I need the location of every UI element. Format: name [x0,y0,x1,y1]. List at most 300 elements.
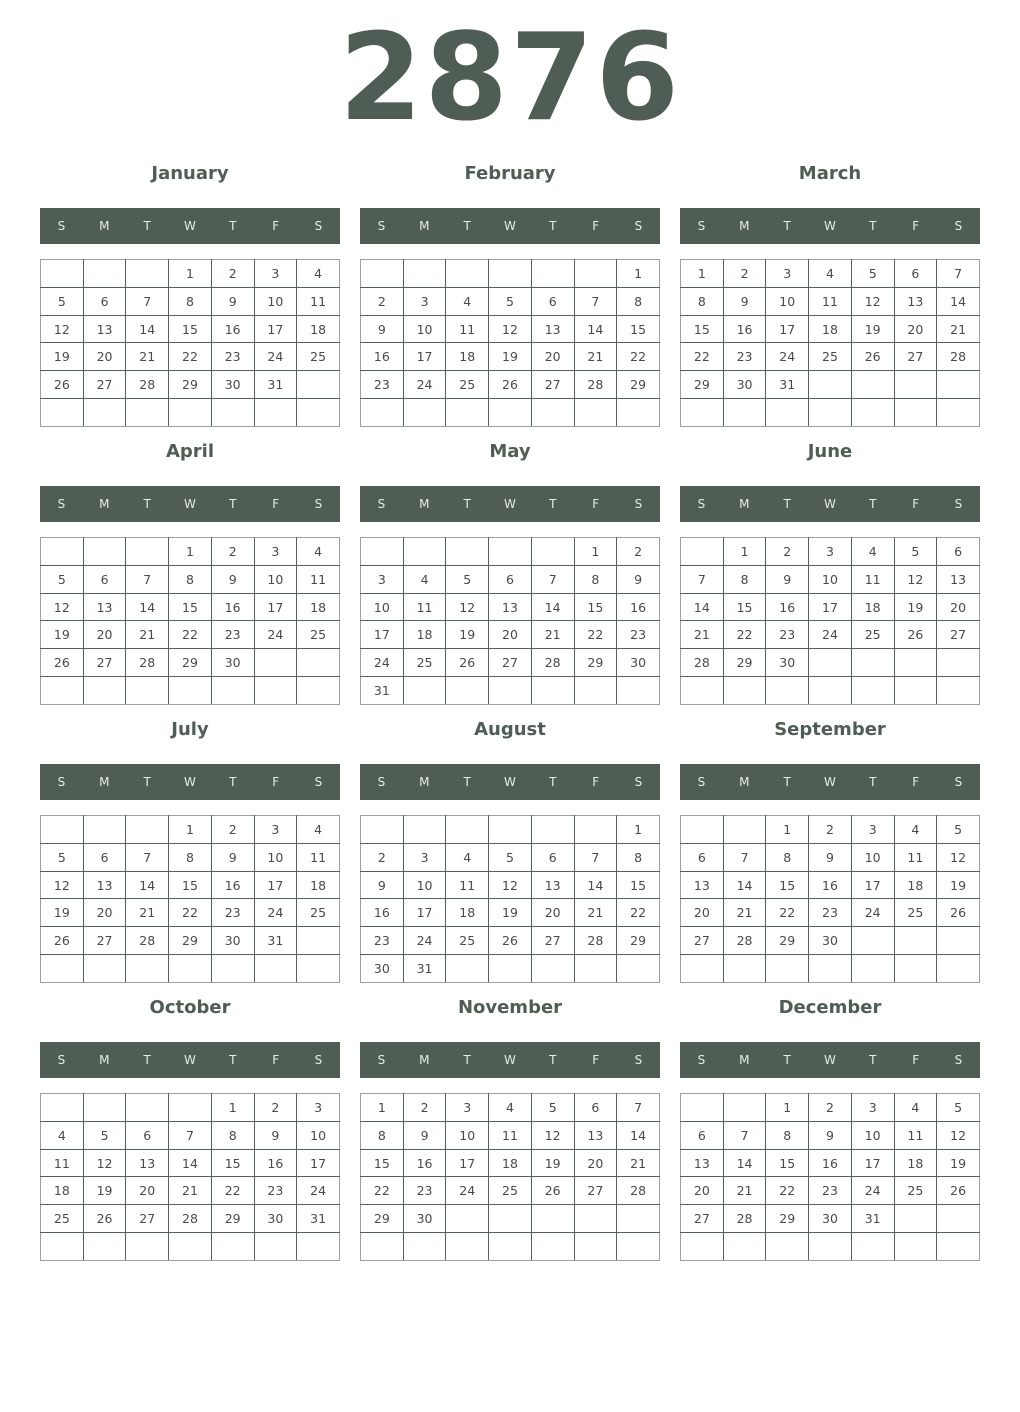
weekday-header: T [549,497,557,511]
day-cell: 15 [766,1149,809,1177]
week-row [41,1177,340,1205]
day-cell [254,1233,297,1261]
weekday-header-bar [680,1042,980,1078]
weekday-header: S [314,775,323,789]
day-cell: 20 [574,1149,617,1177]
day-cell [574,1233,617,1261]
day-cell: 4 [41,1121,84,1149]
week-row [361,260,660,288]
week-row [41,315,340,343]
day-cell [446,399,489,427]
week-row [361,593,660,621]
weekday-header: F [272,775,280,789]
day-cell: 16 [361,899,404,927]
day-cell: 3 [403,287,446,315]
week-row [361,287,660,315]
day-cell: 8 [574,565,617,593]
day-cell: 26 [41,927,84,955]
day-cell [489,816,532,844]
day-cell: 15 [361,1149,404,1177]
day-cell: 30 [766,649,809,677]
day-cell [489,399,532,427]
day-cell: 12 [937,1121,980,1149]
week-row [681,955,980,983]
day-cell: 11 [894,1121,937,1149]
weekday-header-bar [40,764,340,800]
day-cell: 5 [41,565,84,593]
weekday-header: S [954,1053,963,1067]
day-cell: 6 [83,287,126,315]
week-row [361,649,660,677]
weekday-header-bar [360,208,660,244]
day-cell: 11 [297,287,340,315]
day-cell [254,649,297,677]
day-cell [937,927,980,955]
weekday-header: F [592,497,600,511]
day-cell [766,399,809,427]
day-cell: 12 [41,593,84,621]
day-cell [851,927,894,955]
day-cell: 10 [254,287,297,315]
day-cell [809,399,852,427]
day-cell [254,399,297,427]
day-cell [489,1205,532,1233]
weekday-header-bar [40,208,340,244]
month-title: January [151,163,229,184]
weekday-header: S [377,497,386,511]
day-cell: 7 [169,1121,212,1149]
day-cell: 3 [361,565,404,593]
day-cell: 21 [681,621,724,649]
day-cell: 10 [361,593,404,621]
day-grid [360,259,660,427]
week-row [361,343,660,371]
day-cell: 24 [254,621,297,649]
weekday-header: S [377,1053,386,1067]
day-cell: 10 [254,843,297,871]
week-row [41,816,340,844]
day-cell: 8 [681,287,724,315]
weekday-header: M [739,497,750,511]
week-row [41,399,340,427]
day-cell: 30 [211,649,254,677]
day-cell [851,371,894,399]
day-cell [937,677,980,705]
week-row [41,1233,340,1261]
day-grid [360,815,660,983]
week-row [41,621,340,649]
week-row [41,1094,340,1122]
day-cell: 23 [211,899,254,927]
day-cell: 10 [403,315,446,343]
week-row [361,927,660,955]
day-cell: 20 [681,899,724,927]
day-cell [169,399,212,427]
day-cell: 27 [894,343,937,371]
day-cell [403,1233,446,1261]
day-cell: 12 [489,315,532,343]
day-cell: 15 [169,871,212,899]
week-row [41,565,340,593]
week-row [681,871,980,899]
weekday-header: T [783,497,791,511]
weekday-header: S [57,1053,66,1067]
day-cell: 15 [617,871,660,899]
weekday-header: T [783,1053,791,1067]
week-row [41,371,340,399]
weekday-header-bar [680,486,980,522]
day-cell [403,677,446,705]
weekday-header: S [954,219,963,233]
week-row [361,899,660,927]
day-cell: 21 [617,1149,660,1177]
day-cell: 12 [83,1149,126,1177]
day-cell [211,955,254,983]
day-grid [680,537,980,705]
week-row [361,1177,660,1205]
day-grid [360,1093,660,1261]
day-cell [681,538,724,566]
day-cell: 17 [851,1149,894,1177]
day-cell: 2 [211,538,254,566]
day-cell [403,399,446,427]
weekday-header: M [419,1053,430,1067]
weekday-header: S [377,775,386,789]
day-cell: 5 [83,1121,126,1149]
day-cell [809,1233,852,1261]
day-cell [617,1205,660,1233]
day-cell: 18 [446,899,489,927]
day-cell: 12 [446,593,489,621]
week-row [41,899,340,927]
day-cell: 21 [126,621,169,649]
weekday-header: T [143,1053,151,1067]
day-cell: 16 [766,593,809,621]
day-cell: 22 [361,1177,404,1205]
day-cell [83,399,126,427]
day-cell: 5 [446,565,489,593]
weekday-header: F [272,219,280,233]
weekday-header-bar [360,764,660,800]
weekday-header: T [229,1053,237,1067]
day-cell [531,816,574,844]
weekday-header: S [697,775,706,789]
week-row [361,1094,660,1122]
day-cell [937,649,980,677]
weekday-header: M [419,219,430,233]
week-row [41,260,340,288]
week-row [41,843,340,871]
day-cell: 21 [169,1177,212,1205]
week-row [361,399,660,427]
day-cell: 6 [681,1121,724,1149]
day-cell: 5 [937,1094,980,1122]
day-cell: 9 [766,565,809,593]
day-cell: 11 [446,871,489,899]
day-cell: 5 [851,260,894,288]
week-row [361,371,660,399]
day-cell: 16 [723,315,766,343]
day-cell: 22 [723,621,766,649]
day-cell: 24 [297,1177,340,1205]
day-cell: 9 [617,565,660,593]
day-cell: 17 [403,899,446,927]
day-cell: 8 [723,565,766,593]
weekday-header-bar [40,1042,340,1078]
day-cell [446,1205,489,1233]
weekday-header: S [314,497,323,511]
week-row [361,1149,660,1177]
day-cell: 30 [361,955,404,983]
day-cell: 27 [489,649,532,677]
day-cell [403,260,446,288]
day-cell [809,955,852,983]
day-cell: 11 [894,843,937,871]
day-cell: 20 [126,1177,169,1205]
day-cell [894,371,937,399]
weekday-header: T [463,219,471,233]
day-grid [40,537,340,705]
day-cell: 27 [83,927,126,955]
day-cell: 1 [766,1094,809,1122]
weekday-header: M [419,775,430,789]
day-cell: 3 [254,816,297,844]
day-cell [809,677,852,705]
day-cell [83,677,126,705]
day-cell: 29 [681,371,724,399]
day-cell: 14 [723,1149,766,1177]
month-title: March [798,163,862,184]
week-row [681,899,980,927]
day-cell: 16 [403,1149,446,1177]
day-cell: 26 [937,1177,980,1205]
day-cell [723,1233,766,1261]
day-cell [937,371,980,399]
day-cell: 11 [809,287,852,315]
week-row [361,565,660,593]
day-cell [894,927,937,955]
day-cell [851,649,894,677]
weekday-header: M [419,497,430,511]
day-cell: 16 [254,1149,297,1177]
day-cell: 29 [766,1205,809,1233]
day-cell: 31 [361,677,404,705]
day-cell [83,1233,126,1261]
day-cell [169,1094,212,1122]
day-cell: 3 [809,538,852,566]
day-cell: 25 [297,621,340,649]
day-cell: 6 [574,1094,617,1122]
day-cell: 30 [254,1205,297,1233]
day-cell: 22 [617,343,660,371]
weekday-header: S [634,219,643,233]
day-cell: 26 [894,621,937,649]
week-row [41,871,340,899]
day-cell [297,399,340,427]
day-cell: 30 [211,927,254,955]
day-cell: 8 [766,843,809,871]
week-row [681,1205,980,1233]
day-cell: 6 [894,260,937,288]
day-grid [40,259,340,427]
weekday-header: T [783,219,791,233]
day-cell [297,677,340,705]
day-cell: 11 [297,843,340,871]
day-cell [851,1233,894,1261]
day-cell: 15 [681,315,724,343]
week-row [41,927,340,955]
weekday-header: F [592,219,600,233]
weekday-header: F [592,1053,600,1067]
day-cell [126,677,169,705]
day-cell: 5 [937,816,980,844]
day-cell [489,1233,532,1261]
week-row [41,287,340,315]
day-cell: 16 [361,343,404,371]
day-cell: 25 [894,899,937,927]
day-cell: 30 [809,1205,852,1233]
day-cell: 24 [766,343,809,371]
day-cell [766,677,809,705]
day-cell: 1 [169,260,212,288]
day-cell [894,677,937,705]
week-row [41,649,340,677]
weekday-header: T [143,775,151,789]
day-cell [361,816,404,844]
day-cell [297,1233,340,1261]
weekday-header-bar [680,764,980,800]
day-cell: 9 [809,843,852,871]
weekday-header: W [504,219,516,233]
weekday-header: F [912,497,920,511]
day-cell: 18 [489,1149,532,1177]
day-cell [254,677,297,705]
day-cell [681,399,724,427]
weekday-header: T [143,497,151,511]
day-cell: 21 [723,1177,766,1205]
day-cell: 2 [403,1094,446,1122]
day-cell: 6 [531,843,574,871]
day-cell: 31 [766,371,809,399]
day-cell: 9 [211,565,254,593]
day-cell: 10 [297,1121,340,1149]
day-cell: 21 [126,899,169,927]
day-cell: 11 [446,315,489,343]
day-cell: 18 [894,1149,937,1177]
week-row [41,343,340,371]
day-cell: 7 [681,565,724,593]
week-row [361,843,660,871]
weekday-header: W [504,497,516,511]
day-cell: 23 [361,371,404,399]
day-cell: 6 [489,565,532,593]
day-cell [723,955,766,983]
weekday-header: M [99,497,110,511]
week-row [681,260,980,288]
day-cell: 1 [574,538,617,566]
day-cell: 25 [403,649,446,677]
day-cell: 28 [617,1177,660,1205]
day-cell: 25 [851,621,894,649]
day-cell: 28 [126,371,169,399]
day-cell [574,260,617,288]
day-cell [681,816,724,844]
day-cell: 10 [851,843,894,871]
week-row [41,955,340,983]
weekday-header-bar [360,1042,660,1078]
day-cell [254,955,297,983]
day-cell: 19 [41,621,84,649]
day-cell: 17 [809,593,852,621]
weekday-header: T [229,775,237,789]
week-row [681,621,980,649]
day-cell [531,1205,574,1233]
day-cell: 4 [446,843,489,871]
day-cell: 7 [723,1121,766,1149]
day-cell: 9 [211,843,254,871]
week-row [681,1149,980,1177]
day-cell: 5 [489,287,532,315]
day-cell: 4 [297,538,340,566]
day-cell: 9 [254,1121,297,1149]
day-cell: 18 [894,871,937,899]
day-cell: 26 [446,649,489,677]
weekday-header: F [272,497,280,511]
day-cell: 12 [894,565,937,593]
day-cell [446,816,489,844]
day-cell: 17 [254,871,297,899]
day-cell: 4 [809,260,852,288]
week-row [41,677,340,705]
day-cell [766,1233,809,1261]
day-cell: 30 [723,371,766,399]
week-row [361,955,660,983]
day-cell: 4 [403,565,446,593]
day-cell: 5 [41,287,84,315]
day-cell [489,955,532,983]
day-cell: 1 [169,538,212,566]
day-cell: 27 [681,927,724,955]
day-cell [126,260,169,288]
day-cell: 13 [937,565,980,593]
day-cell [126,399,169,427]
day-cell: 12 [937,843,980,871]
day-cell: 8 [361,1121,404,1149]
day-cell: 13 [83,593,126,621]
day-cell [723,1094,766,1122]
day-cell: 13 [574,1121,617,1149]
week-row [681,816,980,844]
weekday-header: S [954,497,963,511]
weekday-header: T [549,219,557,233]
day-cell [809,649,852,677]
week-row [681,399,980,427]
day-cell [894,1233,937,1261]
day-cell [574,399,617,427]
day-cell: 28 [531,649,574,677]
day-cell: 7 [531,565,574,593]
weekday-header: S [377,219,386,233]
day-cell: 27 [83,371,126,399]
day-cell [574,955,617,983]
day-cell: 5 [531,1094,574,1122]
day-cell [617,399,660,427]
day-cell: 2 [809,816,852,844]
day-cell: 22 [681,343,724,371]
day-cell: 15 [723,593,766,621]
day-cell: 21 [723,899,766,927]
weekday-header-bar [680,208,980,244]
